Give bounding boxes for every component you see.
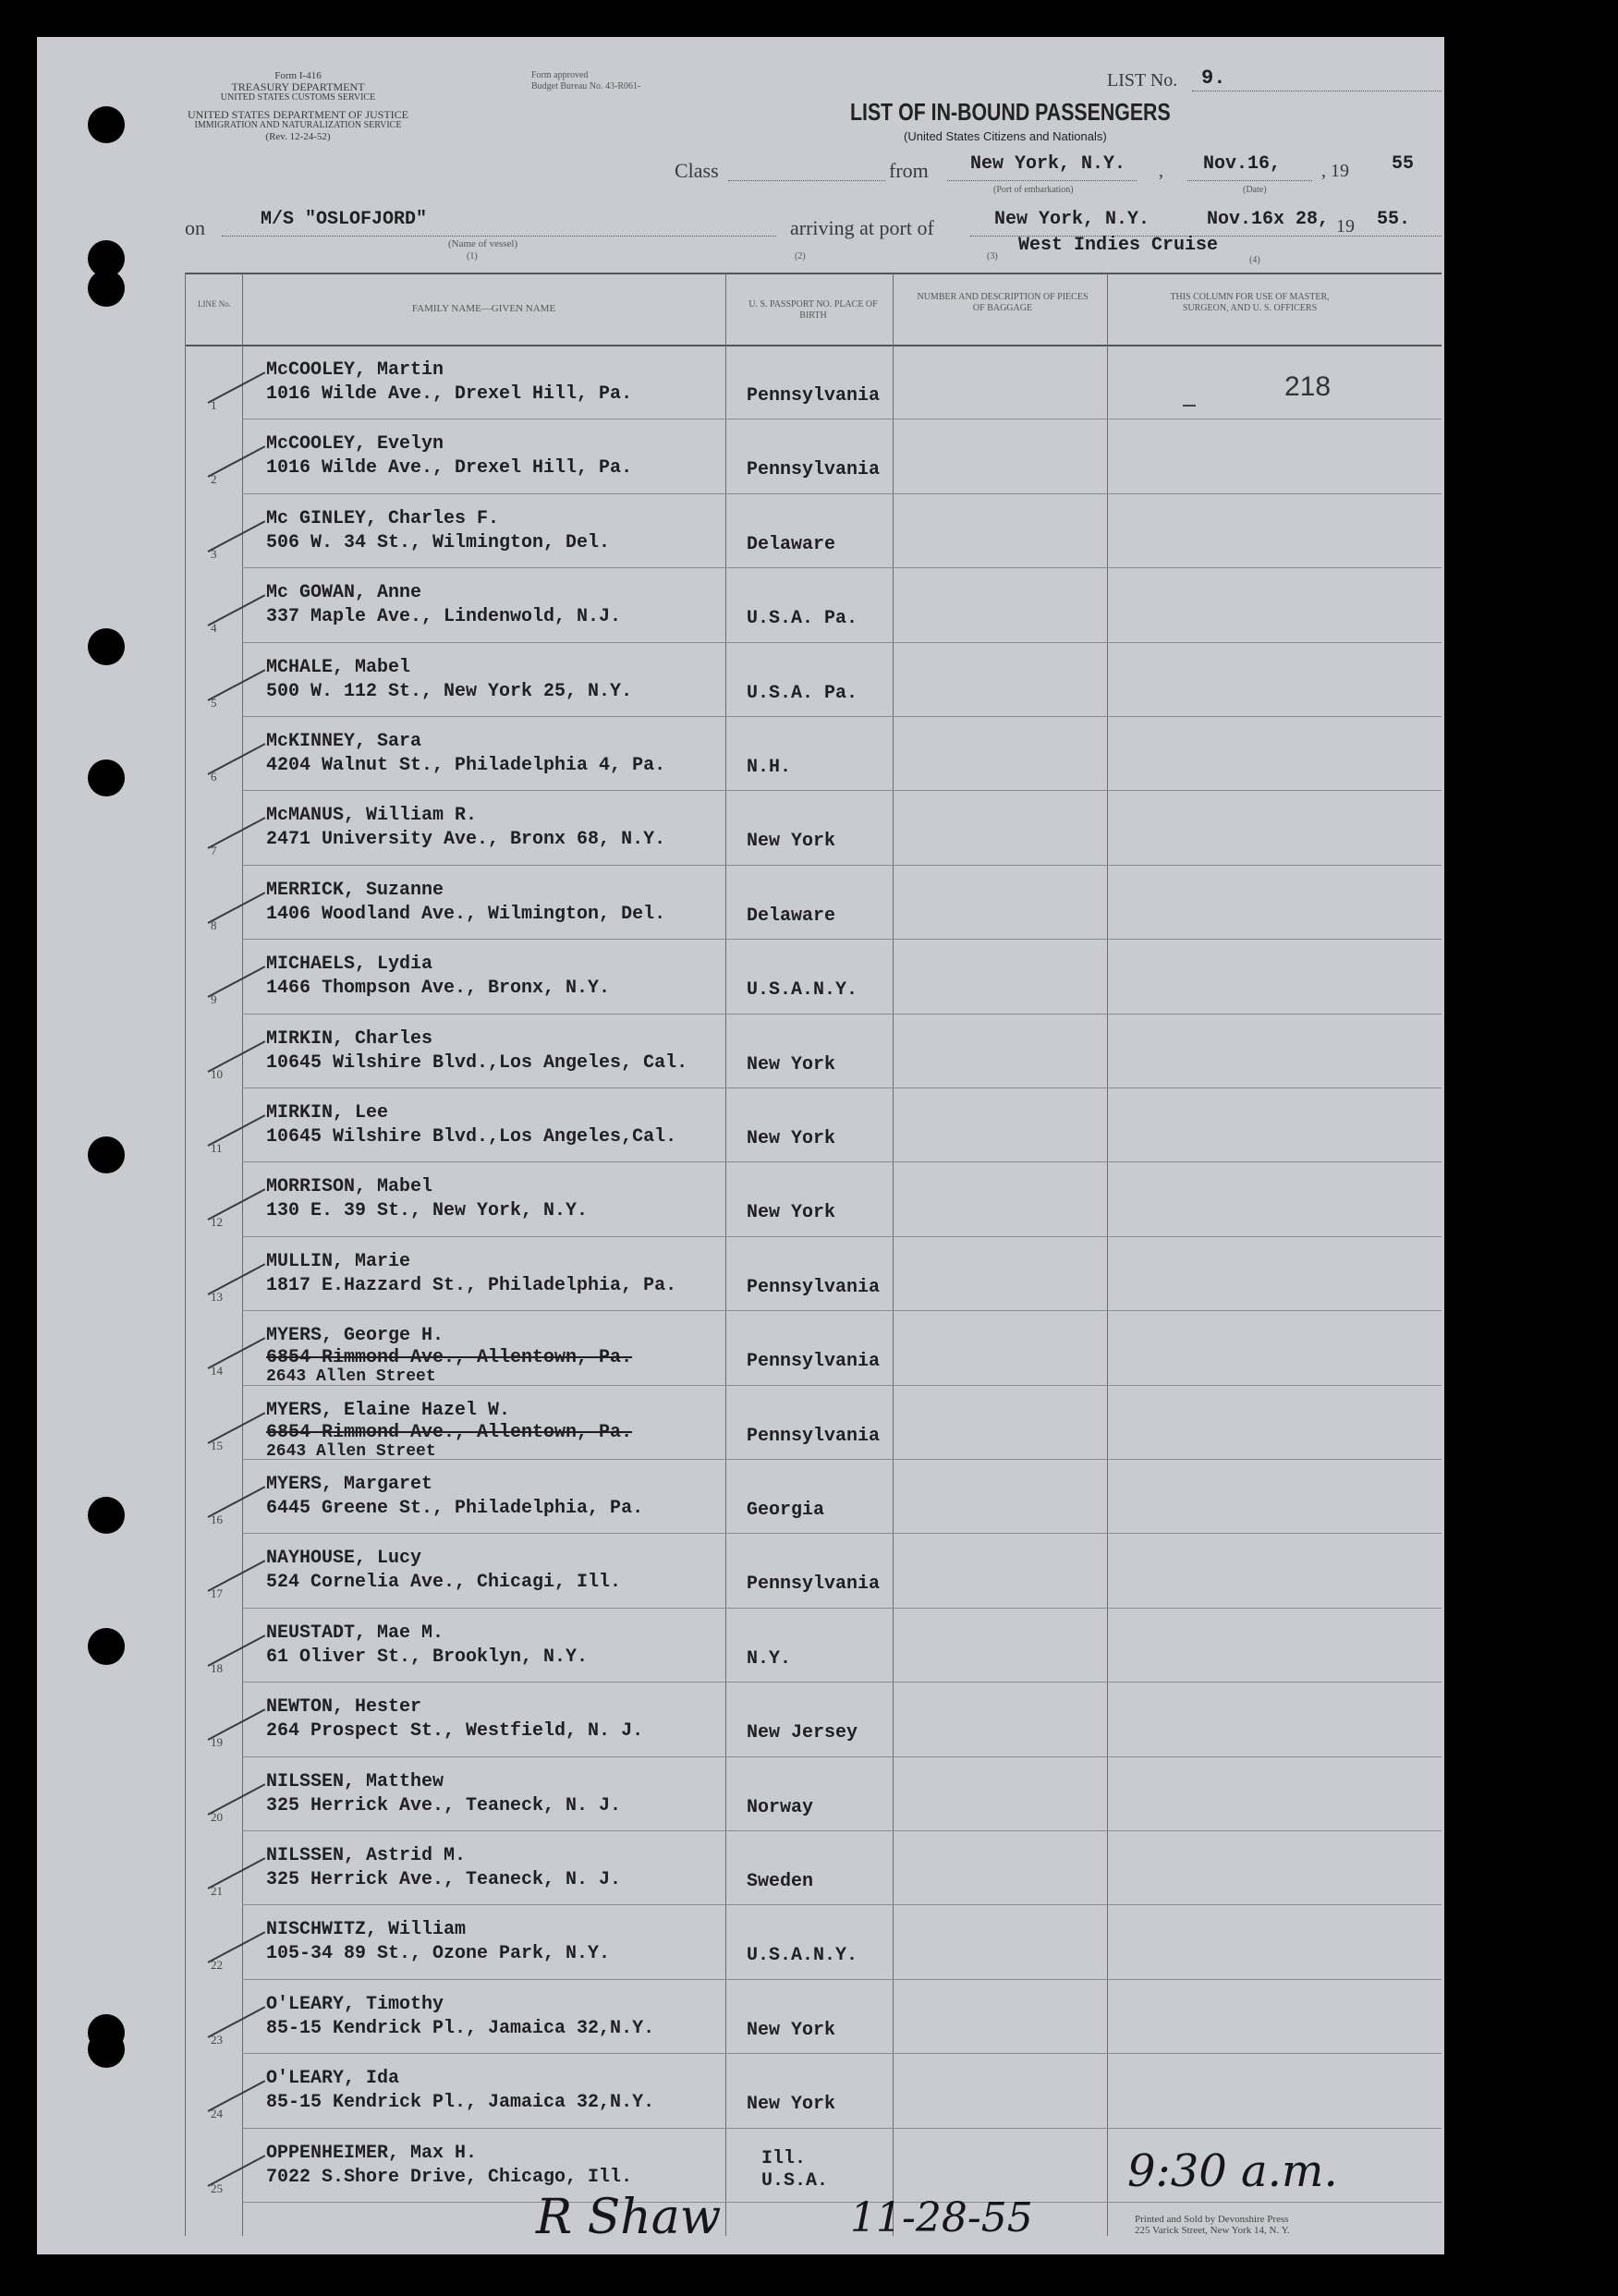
row-divider [242, 1608, 1442, 1609]
passenger-name: McKINNEY, Sara [266, 731, 422, 752]
punch-hole [88, 628, 125, 665]
passenger-name: MULLIN, Marie [266, 1250, 411, 1272]
table-left-border [185, 273, 186, 2236]
punch-hole [88, 759, 125, 796]
passenger-address: 6854 Rimmond Ave., Allentown, Pa. [266, 1421, 633, 1443]
line-number: 20 [211, 1809, 223, 1824]
passenger-address: 85-15 Kendrick Pl., Jamaica 32,N.Y. [266, 2092, 655, 2114]
row-divider [242, 1459, 1442, 1460]
line-number: 24 [211, 2107, 223, 2121]
place-of-birth: New York [747, 2019, 836, 2041]
check-mark [208, 1857, 266, 1889]
passenger-name: NISCHWITZ, William [266, 1919, 467, 1941]
departure-date-line [1187, 180, 1312, 181]
cruise-note: West Indies Cruise [1018, 235, 1219, 256]
passenger-name: O'LEARY, Timothy [266, 1993, 444, 2015]
punch-hole [88, 106, 125, 143]
printer-imprint [1135, 2214, 1290, 2236]
line-number: 4 [211, 621, 217, 636]
line-number: 11 [211, 1141, 223, 1155]
line-number: 16 [211, 1512, 223, 1526]
embarkation-port: New York, N.Y. [970, 153, 1126, 175]
printer-line-2: 225 Varick Street, New York 14, N. Y. [1135, 2225, 1290, 2236]
justice-dept: UNITED STATES DEPARTMENT OF JUSTICE [187, 108, 408, 121]
col-header-passport: U. S. PASSPORT NO. PLACE OF BIRTH [748, 299, 878, 321]
departure-year: 55 [1392, 153, 1415, 175]
check-mark [208, 371, 266, 404]
passenger-name: McCOOLEY, Martin [266, 359, 444, 381]
punch-hole [88, 1136, 125, 1173]
line-number: 5 [211, 695, 217, 710]
passenger-name: NEWTON, Hester [266, 1696, 422, 1719]
line-number: 1 [211, 398, 217, 412]
row-divider [242, 1830, 1442, 1831]
place-of-birth: New York [747, 2094, 836, 2116]
passenger-name: MIRKIN, Lee [266, 1102, 389, 1124]
row-divider [242, 1236, 1442, 1237]
on-label: on [185, 216, 205, 239]
check-mark [208, 1337, 266, 1369]
check-mark [208, 966, 266, 998]
arriving-caption-num: (2) [795, 251, 806, 261]
approval-block [531, 70, 640, 92]
arrival-year-prefix: 19 [1336, 216, 1355, 237]
passenger-name: MCHALE, Mabel [266, 656, 411, 678]
budget-bureau: Budget Bureau No. 43-R061- [531, 81, 641, 91]
check-mark [208, 1783, 266, 1816]
passenger-address: 500 W. 112 St., New York 25, N.Y. [266, 680, 633, 702]
col-header-baggage: NUMBER AND DESCRIPTION OF PIECES OF BAGGAGE [917, 292, 1089, 313]
departure-date: Nov.16, [1203, 153, 1282, 175]
place-of-birth: Ill. [761, 2147, 807, 2169]
passenger-name: OPPENHEIMER, Max H. [266, 2142, 478, 2164]
manifest-sheet [37, 37, 1444, 2254]
form-revision: (Rev. 12-24-52) [265, 131, 331, 142]
from-label: from [889, 159, 929, 182]
line-number: 13 [211, 1289, 223, 1304]
form-number: Form I-416 [274, 70, 322, 81]
place-of-birth: Sweden [747, 1871, 814, 1892]
passenger-address: 105-34 89 St., Ozone Park, N.Y. [266, 1943, 611, 1965]
place-of-birth: Norway [747, 1796, 814, 1818]
col-header-line: LINE No. [198, 299, 231, 309]
line-number: 23 [211, 2032, 223, 2047]
row-divider [242, 1087, 1442, 1088]
punch-hole [88, 2031, 125, 2068]
check-mark [208, 1189, 266, 1221]
place-of-birth: Delaware [747, 905, 836, 927]
line-number: 6 [211, 770, 217, 784]
arrival-date-caption: (4) [1249, 255, 1260, 265]
place-of-birth: N.Y. [747, 1647, 792, 1670]
class-field [728, 180, 885, 181]
row-divider [242, 1310, 1442, 1311]
check-mark [208, 1634, 266, 1667]
officer-dash [1183, 405, 1196, 407]
place-of-birth: Pennsylvania [747, 1425, 881, 1447]
treasury-dept: TREASURY DEPARTMENT [231, 80, 365, 93]
place-of-birth: U.S.A. Pa. [747, 682, 858, 704]
check-mark [208, 446, 266, 479]
arrival-port: New York, N.Y. [994, 209, 1150, 230]
table-top-border [185, 273, 1442, 274]
check-mark [208, 892, 266, 924]
place-of-birth: New York [747, 1128, 836, 1149]
passenger-name: NILSSEN, Astrid M. [266, 1845, 467, 1866]
arriving-label: arriving at port of [790, 216, 934, 239]
check-mark [208, 1412, 266, 1444]
col-header-name: FAMILY NAME—GIVEN NAME [411, 303, 556, 314]
line-number: 7 [211, 844, 217, 858]
line-number: 14 [211, 1364, 223, 1379]
passenger-address: 61 Oliver St., Brooklyn, N.Y. [266, 1646, 589, 1668]
vessel-name: M/S "OSLOFJORD" [261, 209, 428, 230]
arrival-time-handwritten: 9:30 a.m. [1127, 2145, 1338, 2197]
punch-hole [88, 270, 125, 307]
place-of-birth: Pennsylvania [747, 385, 881, 407]
passenger-name: MORRISON, Mabel [266, 1176, 433, 1198]
line-number: 3 [211, 546, 217, 561]
passenger-address: 130 E. 39 St., New York, N.Y. [266, 1200, 589, 1222]
passenger-address: 337 Maple Ave., Lindenwold, N.J. [266, 606, 622, 628]
passenger-name: Mc GINLEY, Charles F. [266, 507, 500, 529]
passenger-address-corrected: 2643 Allen Street [266, 1367, 436, 1387]
line-number: 10 [211, 1066, 223, 1081]
passenger-name: NEUSTADT, Mae M. [266, 1622, 444, 1644]
check-mark [208, 1040, 266, 1073]
row-divider [242, 939, 1442, 940]
passenger-address: 1016 Wilde Ave., Drexel Hill, Pa. [266, 457, 633, 480]
place-of-birth: N.H. [747, 757, 792, 778]
line-number: 19 [211, 1735, 223, 1750]
check-mark [208, 2006, 266, 2038]
place-of-birth: Pennsylvania [747, 459, 881, 481]
class-label: Class [675, 159, 719, 182]
form-header-block [185, 70, 411, 142]
row-divider [242, 1904, 1442, 1905]
punch-hole [88, 1628, 125, 1665]
passenger-name: O'LEARY, Ida [266, 2068, 400, 2090]
passenger-address: 506 W. 34 St., Wilmington, Del. [266, 531, 611, 553]
row-divider [242, 2202, 1442, 2203]
col-header-officers: THIS COLUMN FOR USE OF MASTER, SURGEON, AND U. S. OFFICERS [1170, 292, 1330, 313]
inspector-signature: R Shaw [536, 2190, 722, 2245]
row-divider [242, 716, 1442, 717]
place-of-birth: New York [747, 1202, 836, 1224]
passenger-address: 1016 Wilde Ave., Drexel Hill, Pa. [266, 383, 633, 405]
line-number: 15 [211, 1438, 223, 1452]
table-header-border [185, 345, 1442, 346]
passenger-name: MYERS, Margaret [266, 1474, 433, 1495]
place-of-birth: Georgia [747, 1500, 825, 1521]
line-number: 25 [211, 2181, 223, 2195]
check-mark [208, 1114, 266, 1147]
vessel-caption-num: (1) [467, 251, 478, 261]
check-mark [208, 594, 266, 626]
list-number: 9. [1201, 67, 1226, 90]
line-number: 12 [211, 1215, 223, 1230]
arrival-port-caption: (3) [987, 251, 998, 261]
place-of-birth: New Jersey [747, 1722, 858, 1744]
officer-mark: 218 [1284, 371, 1332, 402]
place-of-birth: U.S.A.N.Y. [747, 1945, 858, 1967]
passenger-name: NAYHOUSE, Lucy [266, 1548, 422, 1570]
row-divider [242, 1682, 1442, 1683]
check-mark [208, 2155, 266, 2187]
line-number: 8 [211, 917, 217, 932]
passenger-address: 1817 E.Hazzard St., Philadelphia, Pa. [266, 1274, 677, 1296]
check-mark [208, 1263, 266, 1295]
passenger-address: 2471 University Ave., Bronx 68, N.Y. [266, 829, 666, 851]
passenger-address: 264 Prospect St., Westfield, N. J. [266, 1720, 644, 1743]
passenger-name: MIRKIN, Charles [266, 1027, 433, 1050]
row-divider [242, 567, 1442, 568]
line-number: 17 [211, 1586, 223, 1601]
comma: , [1159, 161, 1163, 181]
vessel-line [222, 236, 776, 237]
passenger-address: 1466 Thompson Ave., Bronx, N.Y. [266, 978, 611, 1000]
line-number: 9 [211, 992, 217, 1007]
check-mark [208, 1561, 266, 1593]
punch-hole [88, 1497, 125, 1534]
page-title: LIST OF IN-BOUND PASSENGERS [850, 98, 1171, 126]
passenger-address: 325 Herrick Ave., Teaneck, N. J. [266, 1794, 622, 1816]
customs-service: UNITED STATES CUSTOMS SERVICE [220, 92, 376, 103]
place-of-birth: New York [747, 1053, 836, 1075]
row-divider [242, 1385, 1442, 1386]
arrival-year: 55. [1377, 209, 1411, 230]
arrival-date: Nov.16x 28, [1207, 209, 1330, 230]
check-mark [208, 2080, 266, 2112]
check-mark [208, 669, 266, 701]
passenger-address: 4204 Walnut St., Philadelphia 4, Pa. [266, 755, 666, 776]
place-of-birth: Pennsylvania [747, 1573, 881, 1596]
passenger-name: MERRICK, Suzanne [266, 879, 444, 901]
list-number-label: LIST No. [1107, 70, 1178, 91]
line-number: 18 [211, 1660, 223, 1675]
passenger-address: 7022 S.Shore Drive, Chicago, Ill. [266, 2166, 633, 2188]
form-approved: Form approved [531, 70, 589, 80]
place-of-birth: Pennsylvania [747, 1276, 881, 1298]
row-divider [242, 1756, 1442, 1757]
vessel-caption: (Name of vessel) [448, 238, 518, 249]
ins-service: IMMIGRATION AND NATURALIZATION SERVICE [194, 120, 402, 130]
passenger-name: MYERS, George H. [266, 1325, 444, 1347]
check-mark [208, 1708, 266, 1741]
line-number: 21 [211, 1884, 223, 1898]
passenger-address: 1406 Woodland Ave., Wilmington, Del. [266, 903, 666, 925]
year-prefix: , 19 [1321, 161, 1349, 181]
row-divider [242, 865, 1442, 866]
place-of-birth: Pennsylvania [747, 1351, 881, 1373]
check-mark [208, 818, 266, 850]
place-of-birth-country: U.S.A. [761, 2169, 829, 2192]
line-number: 2 [211, 472, 217, 487]
page-subtitle: (United States Citizens and Nationals) [904, 129, 1107, 143]
check-mark [208, 743, 266, 775]
passenger-address: 524 Cornelia Ave., Chicagi, Ill. [266, 1572, 622, 1594]
passenger-address: 6445 Greene St., Philadelphia, Pa. [266, 1498, 644, 1519]
place-of-birth: U.S.A.N.Y. [747, 979, 858, 1002]
row-divider [242, 1161, 1442, 1162]
row-divider [242, 2053, 1442, 2054]
place-of-birth: Delaware [747, 533, 836, 555]
passenger-name: MYERS, Elaine Hazel W. [266, 1399, 511, 1421]
passenger-name: McCOOLEY, Evelyn [266, 433, 444, 456]
passenger-address: 325 Herrick Ave., Teaneck, N. J. [266, 1869, 622, 1890]
place-of-birth: New York [747, 831, 836, 853]
embarkation-port-line [947, 180, 1137, 181]
passenger-address: 10645 Wilshire Blvd.,Los Angeles,Cal. [266, 1126, 677, 1148]
date-caption: (Date) [1243, 185, 1267, 195]
passenger-name: NILSSEN, Matthew [266, 1770, 444, 1792]
passenger-address-corrected: 2643 Allen Street [266, 1441, 436, 1461]
embarkation-caption: (Port of embarkation) [993, 185, 1074, 195]
passenger-name: Mc GOWAN, Anne [266, 582, 422, 604]
passenger-address: 6854 Rimmond Ave., Allentown, Pa. [266, 1347, 633, 1369]
passenger-address: 85-15 Kendrick Pl., Jamaica 32,N.Y. [266, 2017, 655, 2039]
line-number: 22 [211, 1958, 223, 1973]
inspection-date-handwritten: 11-28-55 [850, 2194, 1033, 2241]
check-mark [208, 1486, 266, 1518]
check-mark [208, 520, 266, 553]
passenger-name: MICHAELS, Lydia [266, 954, 433, 976]
printer-line-1: Printed and Sold by Devonshire Press [1135, 2214, 1289, 2225]
passenger-address: 10645 Wilshire Blvd.,Los Angeles, Cal. [266, 1051, 688, 1074]
place-of-birth: U.S.A. Pa. [747, 608, 858, 630]
check-mark [208, 1932, 266, 1964]
passenger-name: McMANUS, William R. [266, 805, 478, 827]
row-divider [242, 493, 1442, 494]
row-divider [242, 1533, 1442, 1534]
row-divider [242, 790, 1442, 791]
row-divider [242, 1979, 1442, 1980]
row-divider [242, 642, 1442, 643]
row-divider [242, 2128, 1442, 2129]
